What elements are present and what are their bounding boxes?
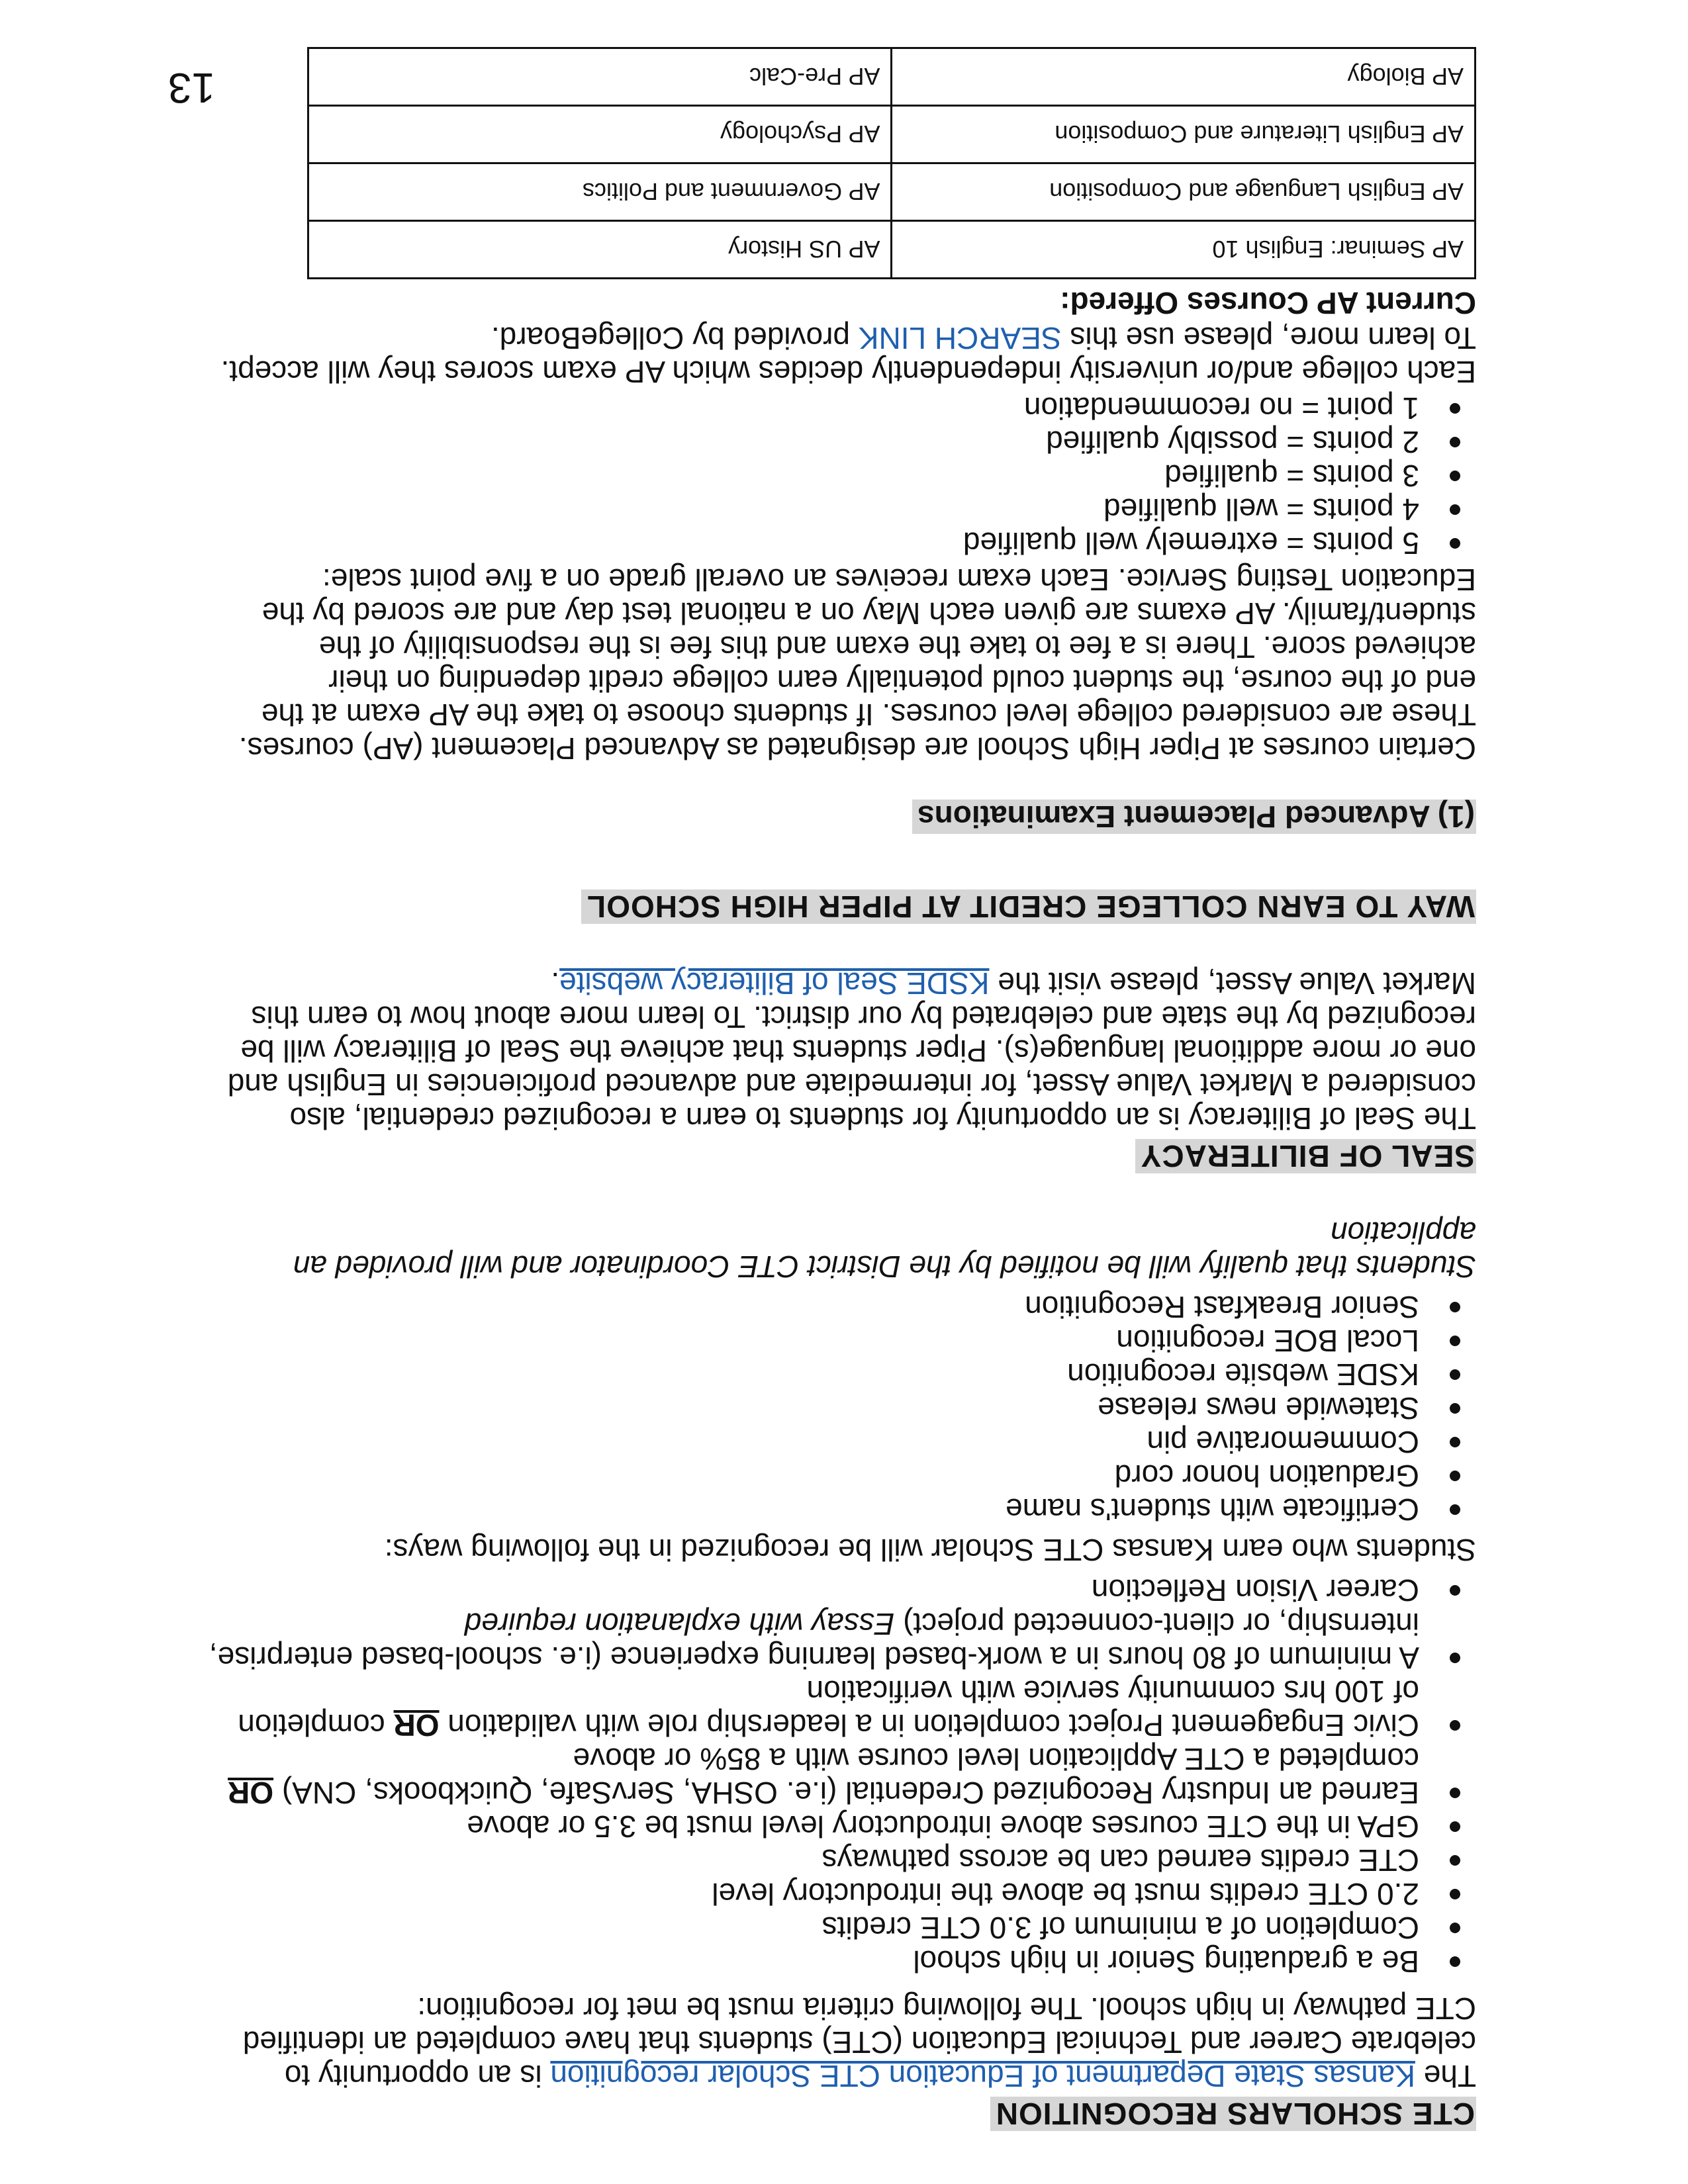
bullet-icon [1450, 538, 1460, 549]
page-number: 13 [167, 64, 215, 112]
recognition-list [205, 1290, 1476, 1526]
bullet-icon [1450, 1403, 1460, 1414]
bullet-icon [1450, 1504, 1460, 1515]
table-row [308, 48, 1476, 106]
criteria-text: Civic Engagement Project completion in a leadership role with validation [439, 1708, 1419, 1743]
table-cell: AP Pre-Calc [308, 48, 892, 106]
table-row [308, 221, 1476, 279]
criteria-text: Career Vision Reflection [1091, 1573, 1419, 1608]
bullet-icon [1450, 504, 1460, 515]
list-item [205, 1911, 1419, 1944]
scale-text: 3 points = qualified [1164, 459, 1419, 493]
list-item [205, 1459, 1419, 1492]
bullet-icon [1450, 1923, 1460, 1933]
table-cell: AP Psychology [308, 106, 892, 163]
ap-score-scale-list [205, 391, 1476, 560]
acceptance-text: Each college and/or university independently decides which AP exam scores they will accept. To learn more, please use this [220, 321, 1476, 389]
scale-text: 5 points = extremely well qualified [962, 526, 1419, 561]
bullet-icon [1450, 1369, 1460, 1380]
biliteracy-paragraph [205, 966, 1476, 1135]
bullet-icon [1450, 471, 1460, 481]
list-item [205, 1742, 1419, 1809]
list-item [205, 1573, 1419, 1607]
table-cell: AP English Literature and Composition [892, 106, 1476, 163]
table-cell: AP Biology [892, 48, 1476, 106]
bullet-icon [1450, 1889, 1460, 1899]
criteria-text: completed a CTE Application level course with a 85% or above [573, 1742, 1419, 1776]
bullet-icon [1450, 1855, 1460, 1866]
recognition-text: Local BOE recognition [1116, 1324, 1419, 1358]
ap-exams-subheading: (1) Advanced Placement Examinations [912, 799, 1476, 834]
bullet-icon [1450, 1585, 1460, 1596]
bullet-icon [1450, 1437, 1460, 1447]
recognition-text: Statewide news release [1098, 1391, 1419, 1426]
scale-text: 4 points = well qualified [1103, 492, 1419, 527]
recognition-text: Graduation honor cord [1114, 1459, 1419, 1493]
list-item [205, 1843, 1419, 1877]
table-row [308, 106, 1476, 163]
list-item [205, 1391, 1419, 1425]
page-content [205, 47, 1476, 2131]
table-cell: AP Government and Politics [308, 163, 892, 221]
scale-text: 1 point = no recommendation [1023, 391, 1419, 426]
table-row [308, 163, 1476, 221]
list-item [205, 425, 1419, 459]
recognition-text: KSDE website recognition [1067, 1357, 1419, 1392]
ksde-cte-scholar-link[interactable]: Kansas State Department of Education CTE Scholar recognition [550, 2059, 1415, 2093]
criteria-text: A minimum of 80 hours in a work-based learning experience (i.e. school-based enterprise, internship, or client-connected project) [209, 1607, 1419, 1675]
criteria-text: GPA in the CTE courses above introductory level must be 3.5 or above [467, 1809, 1419, 1844]
biliteracy-period: . [551, 966, 560, 1001]
list-item [205, 1877, 1419, 1911]
application-note: Students that qualify will be notified by the District CTE Coordinator and will provided an application [293, 1216, 1476, 1284]
list-item [205, 391, 1419, 425]
list-item [205, 1425, 1419, 1459]
college-credit-heading: WAY TO EARN COLLEGE CREDIT AT PIPER HIGH SCHOOL [581, 889, 1476, 924]
ksde-biliteracy-link[interactable]: KSDE Seal of Biliteracy website [559, 966, 990, 1001]
recognition-text: Commemorative pin [1147, 1425, 1419, 1459]
bullet-icon [1450, 403, 1460, 414]
list-item [205, 526, 1419, 560]
bullet-icon [1450, 1336, 1460, 1346]
ap-acceptance-paragraph [205, 321, 1476, 388]
recognition-text: Certificate with student's name [1006, 1492, 1419, 1527]
bullet-icon [1450, 1720, 1460, 1731]
bullet-icon [1450, 437, 1460, 447]
cte-criteria-list [205, 1573, 1476, 1978]
list-item [205, 459, 1419, 492]
bullet-icon [1450, 1471, 1460, 1481]
ap-paragraph: Certain courses at Piper High School are designated as Advanced Placement (AP) courses. These are considered college level courses. If students choose to take the AP exam at the end of the course, the student could potentially earn college credit depending on their achieved score. There is a fee to take the exam and this fee is the responsibility of the student/family. AP exams are given each May on a national test day and are scored by the Education Testing Service. Each exam receives an overall grade on a five point scale: [238, 563, 1476, 766]
ap-courses-heading: Current AP Courses Offered: [1060, 286, 1476, 320]
list-item [205, 1674, 1419, 1742]
recognition-text: Senior Breakfast Recognition [1025, 1290, 1419, 1324]
biliteracy-heading: SEAL OF BILITERACY [1135, 1139, 1476, 1173]
collegeboard-search-link[interactable]: SEARCH LINK [858, 321, 1062, 355]
list-item [205, 1290, 1419, 1324]
list-item [205, 1944, 1419, 1978]
cte-intro-start: The [1415, 2059, 1476, 2093]
criteria-text: 2.0 CTE credits must be above the introductory level [712, 1877, 1419, 1911]
table-cell: AP US History [308, 221, 892, 279]
biliteracy-text: The Seal of Biliteracy is an opportunity for students to earn a recognized credential, also considered a Market Value Asset, for intermediate and advanced proficiencies in English and one or more additional language(s). Piper students that achieve the Seal of Biliteracy will be recognized by the state and celebrated by our district. To learn more about how to earn this Market Value Asset, please visit the [227, 966, 1476, 1136]
cte-intro-end: is an opportunity to celebrate Career and Technical Education (CTE) students that have completed an identified CTE pathway in high school. The following criteria must be met for recognition: [242, 1991, 1476, 2093]
criteria-text: CTE credits earned can be across pathways [821, 1843, 1419, 1878]
list-item [205, 1492, 1419, 1526]
list-item [205, 1607, 1419, 1674]
list-item [205, 1809, 1419, 1843]
cte-scholars-heading: CTE SCHOLARS RECOGNITION [990, 2097, 1476, 2131]
bullet-icon [1450, 1821, 1460, 1832]
recognition-intro: Students who earn Kansas CTE Scholar will be recognized in the following ways: [384, 1533, 1476, 1567]
bullet-icon [1450, 1653, 1460, 1663]
bullet-icon [1450, 1302, 1460, 1312]
cte-intro-paragraph [205, 1991, 1476, 2093]
scale-text: 2 points = possibly qualified [1046, 425, 1419, 459]
list-item [205, 492, 1419, 526]
criteria-text: completion of 100 hrs community service with verification [238, 1674, 1419, 1743]
criteria-text: Earned an Industry Recognized Credential (i.e. OSHA, ServSafe, Quickbooks, CNA) [273, 1776, 1419, 1810]
or-emphasis: OR [393, 1708, 440, 1743]
bullet-icon [1450, 1956, 1460, 1967]
list-item [205, 1357, 1419, 1391]
criteria-text: Completion of a minimum of 3.0 CTE credits [821, 1911, 1419, 1945]
bullet-icon [1450, 1788, 1460, 1798]
list-item [205, 1324, 1419, 1357]
table-cell: AP Seminar: English 10 [892, 221, 1476, 279]
criteria-text: Be a graduating Senior in high school [913, 1944, 1419, 1979]
ap-courses-table [307, 47, 1476, 279]
or-emphasis: OR [228, 1776, 274, 1810]
acceptance-text-end: provided by CollegeBoard. [491, 321, 859, 355]
essay-note: Essay with explanation required [464, 1607, 895, 1641]
table-cell: AP English Language and Composition [892, 163, 1476, 221]
